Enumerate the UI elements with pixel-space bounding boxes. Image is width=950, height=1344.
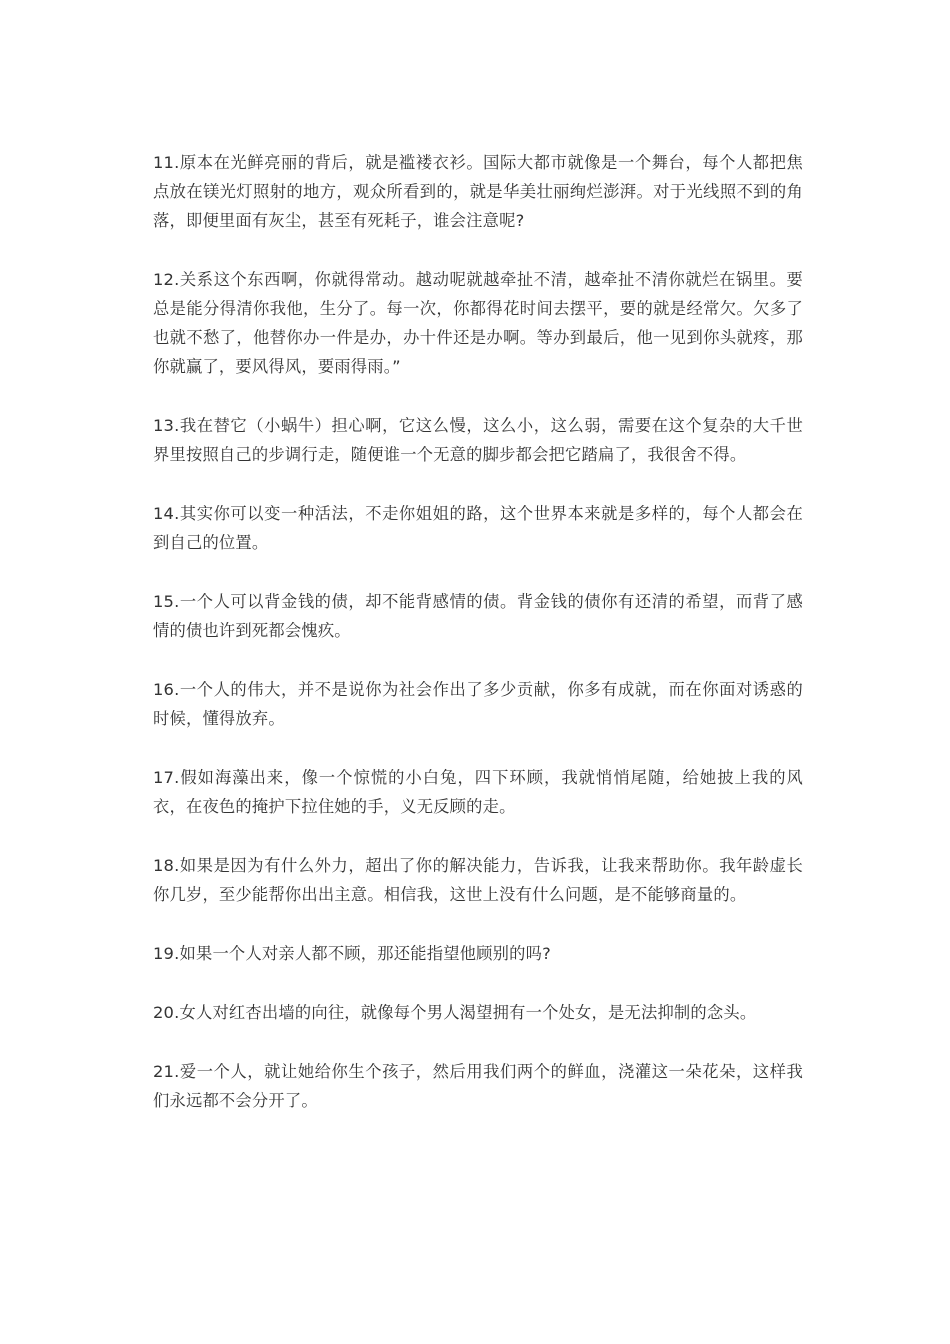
paragraph-11: 11.原本在光鲜亮丽的背后，就是褴褛衣衫。国际大都市就像是一个舞台，每个人都把焦点放在镁光灯照射的地方，观众所看到的，就是华美壮丽绚烂澎湃。对于光线照不到的角落，即便里面有灰尘，甚至有死耗子，谁会注意呢?: [153, 153, 803, 230]
paragraph-13: 13.我在替它（小蜗牛）担心啊，它这么慢，这么小，这么弱，需要在这个复杂的大千世界里按照自己的步调行走，随便谁一个无意的脚步都会把它踏扁了，我很舍不得。: [153, 416, 803, 464]
paragraph-20: 20.女人对红杏出墙的向往，就像每个男人渴望拥有一个处女，是无法抑制的念头。: [153, 1003, 757, 1022]
paragraph-17: 17.假如海藻出来，像一个惊慌的小白兔，四下环顾，我就悄悄尾随，给她披上我的风衣，在夜色的掩护下拉住她的手，义无反顾的走。: [153, 768, 803, 816]
paragraph-21: 21.爱一个人，就让她给你生个孩子，然后用我们两个的鲜血，浇灌这一朵花朵，这样我们永远都不会分开了。: [153, 1062, 803, 1110]
paragraph-18: 18.如果是因为有什么外力，超出了你的解决能力，告诉我，让我来帮助你。我年龄虚长你几岁，至少能帮你出出主意。相信我，这世上没有什么问题，是不能够商量的。: [153, 856, 803, 904]
paragraph-15: 15.一个人可以背金钱的债，却不能背感情的债。背金钱的债你有还清的希望，而背了感情的债也许到死都会愧疚。: [153, 592, 803, 640]
paragraph-19: 19.如果一个人对亲人都不顾，那还能指望他顾别的吗?: [153, 944, 551, 963]
document-body: [153, 148, 803, 1145]
paragraph-14: 14.其实你可以变一种活法，不走你姐姐的路，这个世界本来就是多样的，每个人都会在到自己的位置。: [153, 504, 803, 552]
paragraph-16: 16.一个人的伟大，并不是说你为社会作出了多少贡献，你多有成就，而在你面对诱惑的时候，懂得放弃。: [153, 680, 803, 728]
paragraph-12: 12.关系这个东西啊，你就得常动。越动呢就越牵扯不清，越牵扯不清你就烂在锅里。要总是能分得清你我他，生分了。每一次，你都得花时间去摆平，要的就是经常欠。欠多了也就不愁了，他替你办一件是办，办十件还是办啊。等办到最后，他一见到你头就疼，那你就赢了，要风得风，要雨得雨。”: [153, 270, 803, 376]
